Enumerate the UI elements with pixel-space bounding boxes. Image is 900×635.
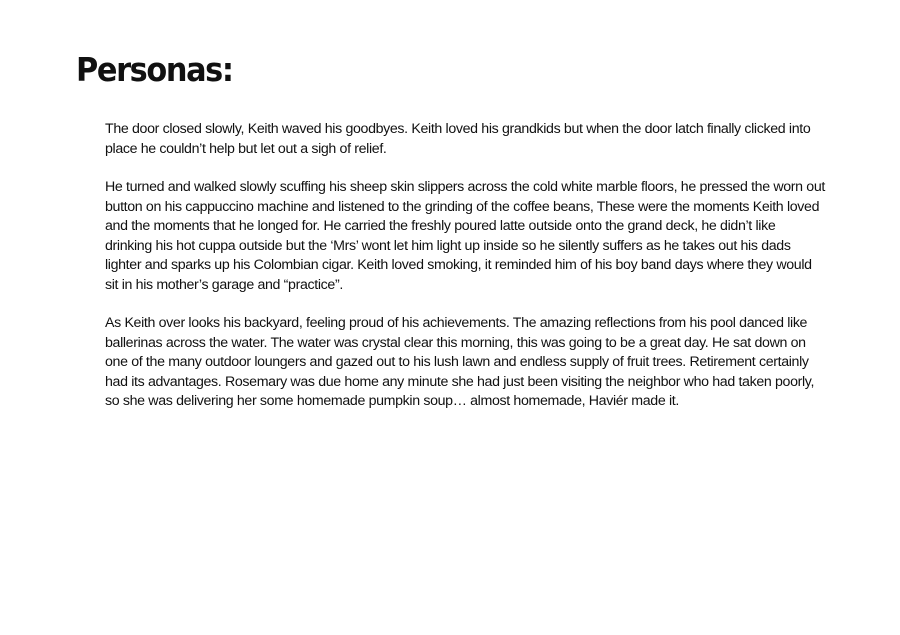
story-paragraph-3: As Keith over looks his backyard, feeling proud of his achievements. The amazing reflections from his pool danced like ballerinas across the water. The water was crystal clear this morning, this was going to be a great day. He sat down on one of the many outdoor loungers and gazed out to his lush lawn and endless supply of fruit trees. Retirement certainly had its advantages. Rosemary was due home any minute she had just been visiting the neighbor who had taken poorly, so she was delivering her some homemade pumpkin soup… almost homemade, Haviér made it. bbox=[105, 315, 815, 409]
page-title: Personas: bbox=[76, 50, 233, 89]
persona-story bbox=[105, 120, 825, 431]
story-paragraph-2: He turned and walked slowly scuffing his sheep skin slippers across the cold white marble floors, he pressed the worn out button on his cappuccino machine and listened to the grinding of the coffee beans, These were the moments Keith loved and the moments that he longed for. He carried the freshly poured latte outside onto the grand deck, he didn’t like drinking his hot cuppa outside but the ‘Mrs’ wont let him light up inside so he silently suffers as he takes out his dads lighter and sparks up his Colombian cigar. Keith loved smoking, it reminded him of his boy band days where they would sit in his mother’s garage and “practice”. bbox=[105, 179, 825, 293]
story-paragraph-1: The door closed slowly, Keith waved his goodbyes. Keith loved his grandkids but when the door latch finally clicked into place he couldn’t help but let out a sigh of relief. bbox=[105, 121, 811, 157]
